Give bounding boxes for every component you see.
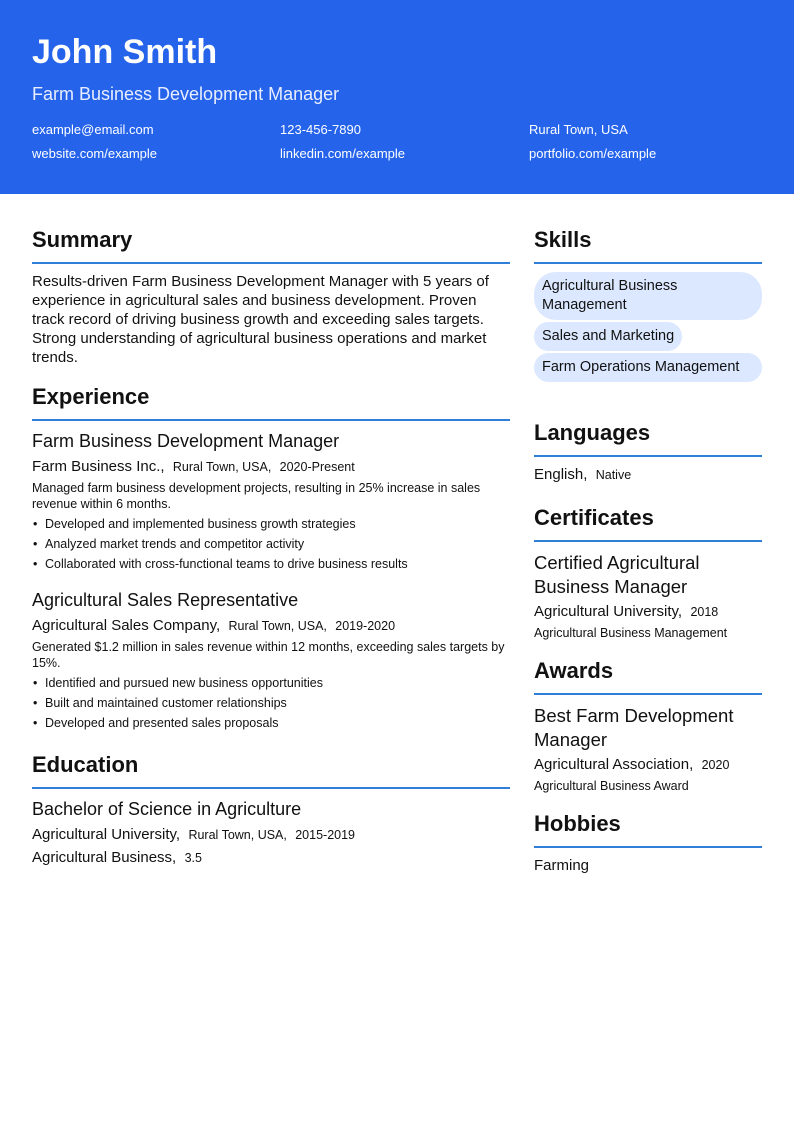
job-location: Rural Town, USA, <box>172 460 272 474</box>
summary-heading: Summary <box>32 227 133 252</box>
candidate-name: John Smith <box>32 33 218 71</box>
skill-tag: Sales and Marketing <box>534 322 682 351</box>
skills-heading: Skills <box>534 227 592 252</box>
job-bullet: • Analyzed market trends and competitor activity <box>32 534 408 554</box>
certificates-divider <box>534 540 762 542</box>
education-field-row <box>32 848 202 868</box>
certificate-issuer: Agricultural University, <box>534 603 683 620</box>
job-description: Generated $1.2 million in sales revenue within 12 months, exceeding sales targets by 15%. <box>32 640 505 670</box>
candidate-title: Farm Business Development Manager <box>32 84 340 104</box>
resume-header <box>0 0 794 194</box>
hobbies-divider <box>534 846 762 848</box>
awards-divider <box>534 693 762 695</box>
languages-heading: Languages <box>534 420 651 445</box>
job-title: Agricultural Sales Representative <box>32 590 299 610</box>
award-issuer: Agricultural Association, <box>534 756 694 773</box>
job-dates: 2020-Present <box>279 460 355 474</box>
job-meta <box>32 616 395 636</box>
school-name: Agricultural University, <box>32 826 181 843</box>
bullet-icon: • <box>33 537 38 551</box>
award-meta <box>534 755 729 775</box>
education-meta <box>32 825 355 845</box>
job-company: Farm Business Inc., <box>32 458 165 475</box>
bullet-icon: • <box>33 517 38 531</box>
languages-divider <box>534 455 762 457</box>
summary-divider <box>32 262 510 264</box>
award-year: 2020 <box>701 758 730 772</box>
education-heading: Education <box>32 752 139 777</box>
bullet-icon: • <box>33 557 38 571</box>
bullet-icon: • <box>33 696 38 710</box>
award-title: Best Farm Development Manager <box>534 705 734 750</box>
job-bullet: • Identified and pursued new business opportunities <box>32 673 323 693</box>
education-gpa: 3.5 <box>184 851 202 865</box>
certificate-field: Agricultural Business Management <box>534 626 728 640</box>
experience-heading: Experience <box>32 384 150 409</box>
degree-title: Bachelor of Science in Agriculture <box>32 799 302 819</box>
language-row <box>534 465 631 485</box>
linkedin-link[interactable]: linkedin.com/example <box>280 146 406 161</box>
job-description: Managed farm business development projects, resulting in 25% increase in sales revenue within 6 months. <box>32 481 481 511</box>
summary-text: Results-driven Farm Business Development Manager with 5 years of experience in agricultural sales and business development. Proven track record of driving business growth and exceeding sales targets. Strong understanding of agricultural business operations and market trends. <box>32 273 489 366</box>
language-level: Native <box>595 468 632 482</box>
job-dates: 2019-2020 <box>335 619 396 633</box>
location: Rural Town, USA <box>529 122 628 137</box>
job-location: Rural Town, USA, <box>228 619 327 633</box>
portfolio-link[interactable]: portfolio.com/example <box>529 146 657 161</box>
certificate-meta <box>534 602 718 622</box>
award-field: Agricultural Business Award <box>534 779 689 793</box>
language-name: English, <box>534 466 588 483</box>
bullet-icon: • <box>33 716 38 730</box>
skills-divider <box>534 262 762 264</box>
job-bullets <box>32 514 408 574</box>
skill-tag: Farm Operations Management <box>534 353 762 382</box>
job-bullet: • Developed and presented sales proposals <box>32 713 323 733</box>
job-bullets <box>32 673 323 733</box>
school-location: Rural Town, USA, <box>188 828 287 842</box>
education-divider <box>32 787 510 789</box>
awards-heading: Awards <box>534 658 614 683</box>
job-bullet: • Developed and implemented business growth strategies <box>32 514 408 534</box>
education-dates: 2015-2019 <box>295 828 355 842</box>
hobby-item: Farming <box>534 857 590 874</box>
certificate-title: Certified Agricultural Business Manager <box>534 552 700 597</box>
website-link[interactable]: website.com/example <box>32 146 157 161</box>
email-link[interactable]: example@email.com <box>32 122 154 137</box>
job-bullet: • Collaborated with cross-functional teams to drive business results <box>32 554 408 574</box>
hobbies-heading: Hobbies <box>534 811 621 836</box>
certificate-year: 2018 <box>690 605 719 619</box>
job-bullet: • Built and maintained customer relationships <box>32 693 323 713</box>
certificates-heading: Certificates <box>534 505 654 530</box>
experience-divider <box>32 419 510 421</box>
job-title: Farm Business Development Manager <box>32 431 340 451</box>
bullet-icon: • <box>33 676 38 690</box>
job-company: Agricultural Sales Company, <box>32 617 221 634</box>
education-field: Agricultural Business, <box>32 849 177 866</box>
phone-number: 123-456-7890 <box>280 122 361 137</box>
skill-tag: Agricultural Business Management <box>534 272 762 320</box>
job-meta <box>32 457 355 477</box>
